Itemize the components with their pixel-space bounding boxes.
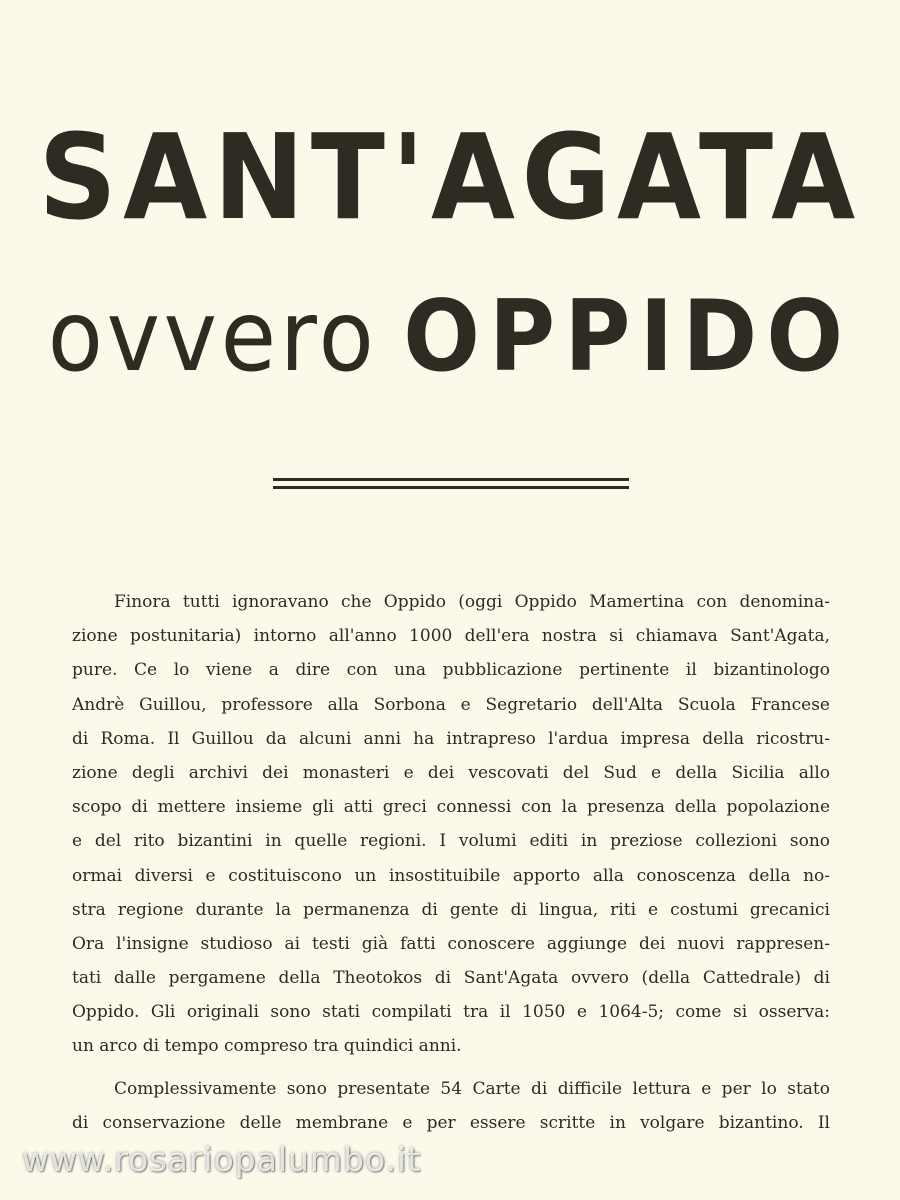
paragraph-line: un arco di tempo compreso tra quindici anni. <box>72 1036 462 1057</box>
paragraph-line: Andrè Guillou, professore alla Sorbona e Segretario dell'Alta Scuola Francese <box>72 694 830 715</box>
title-word-ovvero: ovvero <box>47 280 378 394</box>
paragraph-line: ormai diversi e costituiscono un insostituibile apporto alla conoscenza della no- <box>72 865 830 886</box>
paragraph-line: pure. Ce lo viene a dire con una pubblicazione pertinente il bizantinologo <box>72 660 830 681</box>
paragraph-line: zione degli archivi dei monasteri e dei vescovati del Sud e della Sicilia allo <box>72 762 830 783</box>
paragraph-line: tati dalle pergamene della Theotokos di Sant'Agata ovvero (della Cattedrale) di <box>72 968 830 989</box>
paragraph-line: Finora tutti ignoravano che Oppido (oggi Oppido Mamertina con denomina- <box>114 592 830 612</box>
paragraph-line: Ora l'insigne studioso ai testi già fatti conoscere aggiunge dei nuovi rappresen- <box>72 933 830 954</box>
title-divider-bottom <box>273 486 629 489</box>
paragraph-line: di Roma. Il Guillou da alcuni anni ha intrapreso l'ardua impresa della ricostru- <box>72 728 830 749</box>
paragraph-line: stra regione durante la permanenza di gente di lingua, riti e costumi grecanici <box>72 899 830 920</box>
site-watermark: www.rosariopalumbo.it <box>22 1140 422 1179</box>
paragraph-line: di conservazione delle membrane e per essere scritte in volgare bizantino. Il <box>72 1112 830 1133</box>
paragraph-line: scopo di mettere insieme gli atti greci connessi con la presenza della popolazione <box>72 797 830 818</box>
title-word-oppido: OPPIDO <box>403 280 853 394</box>
paragraph-line: e del rito bizantini in quelle regioni. I volumi editi in preziose collezioni sono <box>72 831 830 852</box>
paragraph-line: zione postunitaria) intorno all'anno 1000 dell'era nostra si chiamava Sant'Agata, <box>72 626 830 647</box>
paragraph-line: Complessivamente sono presentate 54 Carte di difficile lettura e per lo stato <box>114 1078 830 1099</box>
title-divider-top <box>273 478 629 481</box>
title-line-1: SANT'AGATA <box>38 108 862 246</box>
paragraph-line: Oppido. Gli originali sono stati compilati tra il 1050 e 1064-5; come si osserva: <box>72 1002 830 1023</box>
title-line-2 <box>36 280 864 394</box>
article-body <box>72 585 830 1140</box>
